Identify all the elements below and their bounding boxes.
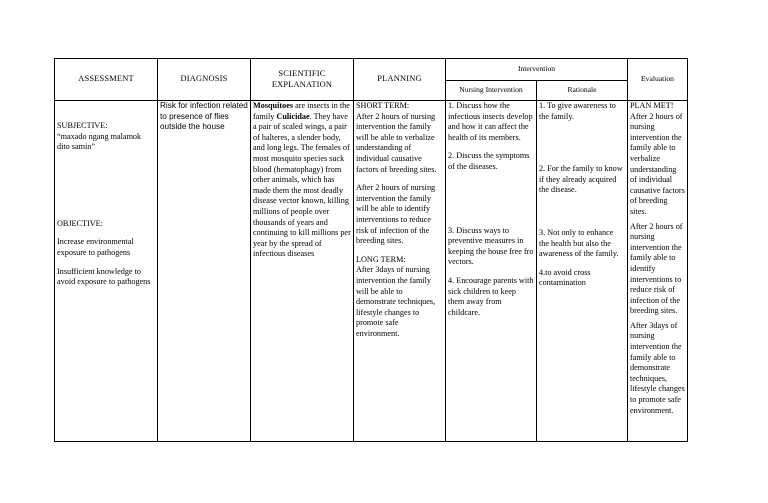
scientific-explanation-cell — [251, 101, 354, 442]
intervention-item-1: 1. Discuss how the infectious insects develop and how it can affect the health of its members. — [448, 101, 533, 142]
subjective-quote: “maxado ngang malamok dito samin” — [57, 131, 142, 152]
header-nursing-intervention: Nursing Intervention — [446, 81, 537, 101]
long-term-label: LONG TERM: — [356, 254, 406, 264]
planning-cell — [354, 101, 446, 442]
short-term-goal-1: After 2 hours of nursing intervention the family will be able to verbalize understanding of individual causative factors of breeding sites. — [356, 111, 437, 174]
short-term-label: SHORT TERM: — [356, 101, 410, 110]
scientific-term-mosquitoes: Mosquitoes — [253, 101, 294, 110]
header-diagnosis: DIAGNOSIS — [158, 59, 251, 101]
scientific-text-2: . They have a pair of scaled wings, a pair of halteres, a slender body, and long legs. The females of most mosquito species suck blood (hematophagy) from other animals, which has made them the most deadly disease vector known, killing millions of people over thousands of years and continuing to kill millions per year by the spread of infectious diseases — [253, 111, 351, 259]
rationale-item-4: 4.to avoid cross contamination — [539, 267, 591, 288]
intervention-item-2: 2. Discuss the symptoms of the diseases. — [448, 151, 530, 171]
subjective-label: SUBJECTIVE: — [57, 121, 108, 130]
evaluation-cell — [628, 101, 688, 442]
nursing-intervention-cell — [446, 101, 537, 442]
evaluation-plan-met: PLAN MET! — [630, 101, 674, 110]
nursing-care-plan-table — [54, 58, 688, 442]
rationale-item-1: 1. To give awareness to the family. — [539, 101, 616, 121]
scientific-text-1: are insects in the family — [253, 101, 350, 121]
objective-item-1: Increase environmental exposure to pathogens — [57, 237, 134, 257]
objective-item-2: Insufficient knowledge to avoid exposure to pathogens — [57, 266, 151, 287]
scientific-term-culicidae: Culicidae — [276, 111, 310, 121]
header-planning: PLANNING — [354, 59, 446, 101]
short-term-goal-2: After 2 hours of nursing intervention the family will be able to identify interventions to reduce risk of infection of the breeding sites. — [356, 183, 436, 246]
diagnosis-cell — [158, 101, 251, 442]
header-assessment: ASSESSMENT — [55, 59, 158, 101]
evaluation-item-1: After 2 hours of nursing intervention the family able to verbalize understanding of individual causative factors of breeding sites. — [630, 111, 685, 216]
care-plan-body-row — [55, 101, 688, 442]
header-scientific-explanation: SCIENTIFIC EXPLANATION — [251, 59, 354, 101]
rationale-cell — [537, 101, 628, 442]
long-term-goal-1: After 3days of nursing intervention the family will be able to demonstrate techniques, lifestyle changes to promote safe environment. — [356, 265, 436, 338]
evaluation-item-2: After 2 hours of nursing intervention the family able to identify interventions to reduce risk of infection of the breeding sites. — [630, 221, 683, 316]
rationale-item-3: 3. Not only to enhance the health but also the awareness of the family. — [539, 227, 619, 259]
header-rationale: Rationale — [537, 81, 628, 101]
header-row-top — [55, 59, 688, 81]
header-intervention: Intervention — [446, 59, 628, 81]
intervention-item-4: 4. Encourage parents with sick children to keep them away from childcare. — [448, 275, 534, 317]
rationale-item-2: 2. For the family to know if they already acquired the disease. — [539, 164, 623, 195]
assessment-cell — [55, 101, 158, 442]
evaluation-item-3: After 3days of nursing intervention the family able to demonstrate techniques, lifestyle changes to promote safe environment. — [630, 320, 685, 415]
header-evaluation: Evaluation — [628, 59, 688, 101]
diagnosis-text: Risk for infection related to presence of flies outside the house — [160, 101, 248, 132]
intervention-item-3: 3. Discuss ways to preventive measures in keeping the house free fro vectors. — [448, 225, 534, 267]
objective-label: OBJECTIVE: — [57, 218, 103, 228]
